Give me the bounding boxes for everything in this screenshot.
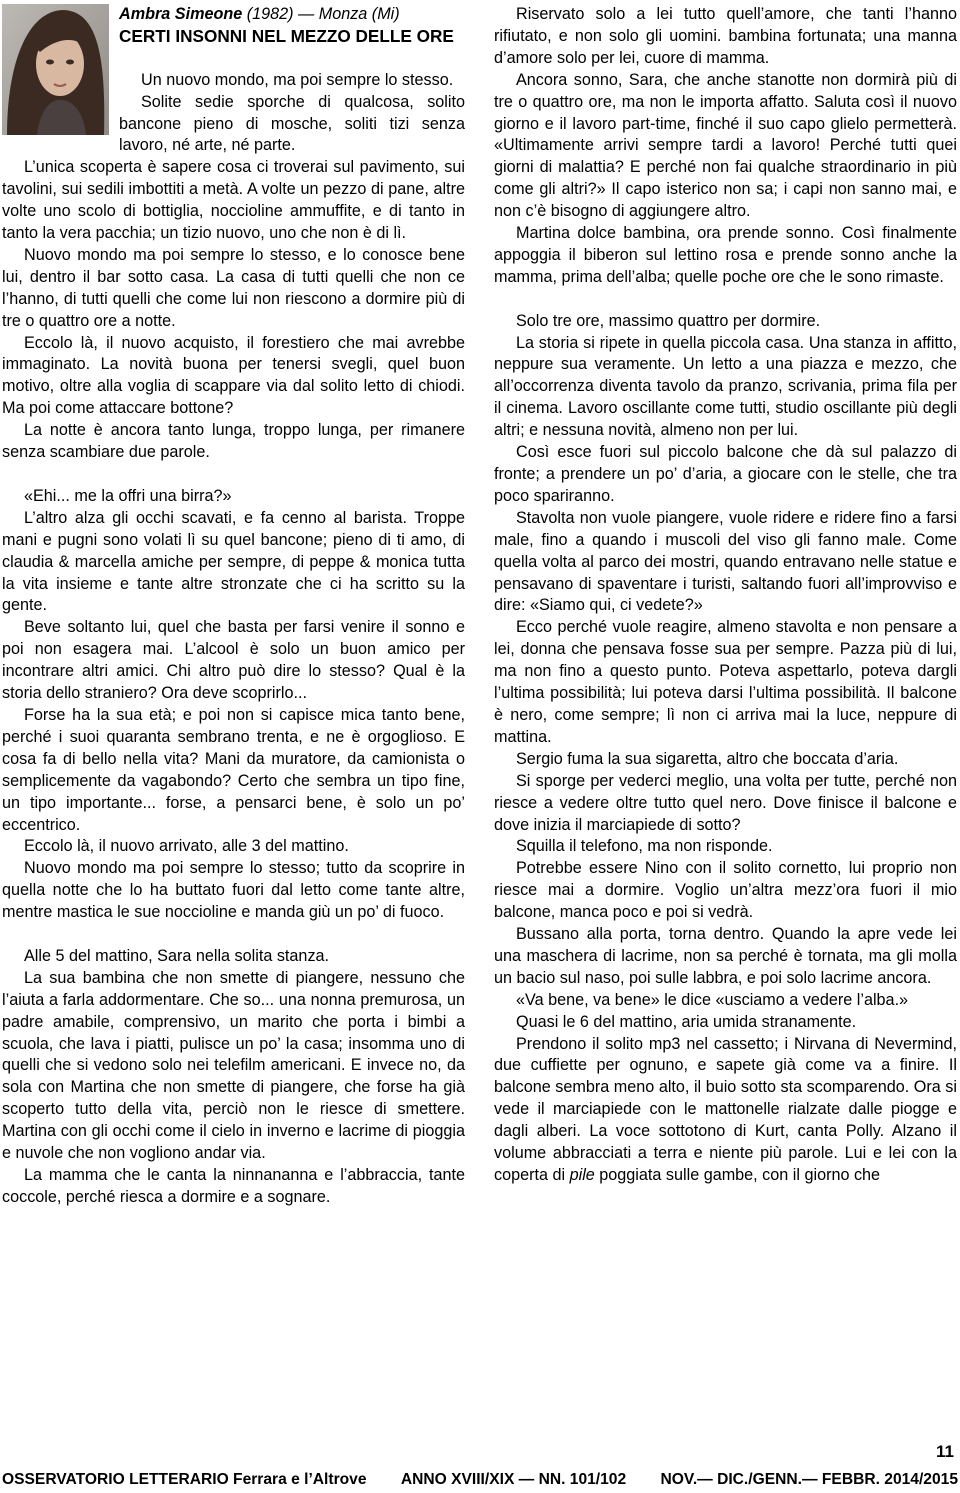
page-number: 11 xyxy=(936,1442,954,1461)
author-photo xyxy=(2,4,109,135)
paragraph: La notte è ancora tanto lunga, troppo lunga, per rimanere senza scambiare due parole. xyxy=(2,421,465,462)
italic-word: pile xyxy=(569,1166,595,1185)
footer-magazine: OSSERVATORIO LETTERARIO Ferrara e l’Altrove xyxy=(2,1471,367,1488)
paragraph: Alle 5 del mattino, Sara nella solita stanza. xyxy=(24,946,330,965)
paragraph: «Ehi... me la offri una birra?» xyxy=(24,486,232,505)
footer-date: NOV.— DIC./GENN.— FEBBR. 2014/2015 xyxy=(660,1471,958,1488)
paragraph: La sua bambina che non smette di piangere, nessuno che l’aiuta a farla addormentare. Che so... una nonna premurosa, un padre amabile, comprensivo, un marito che porta i bimbi a scuola, che lava i piatti, pulisce un po’ la casa; insomma uno di quelli che si vedono solo nei telefilm americani. E invece no, da sola con Martina che non smette di piangere, che forse ha già scoperto tutto della vita, perciò non le riesce di smettere. Martina con gli occhi come il cielo in inverno e lacrime di pioggia e nuvole che non vogliono andar via. xyxy=(2,968,465,1163)
paragraph: L’unica scoperta è sapere cosa ci troverai sul pavimento, sui tavolini, sui sedili imbottiti a metà. A volte un pezzo di pane, altre volte uno scolo di bottiglia, noccioline ammuffite, e di tanto in tanto la vera pacchia; un tizio nuovo, uno che non è di lì. xyxy=(2,158,465,243)
footer xyxy=(2,1470,958,1490)
paragraph-tail: poggiata sulle gambe, con il giorno che xyxy=(594,1166,881,1185)
author-name: Ambra Simeone xyxy=(119,5,243,23)
paragraph: Si sporge per vederci meglio, una volta per tutte, perché non riesce a vedere oltre tutto quel nero. Dove finisce il balcone e dove inizia il marciapiede di sotto? xyxy=(494,771,957,834)
paragraph: Potrebbe essere Nino con il solito cornetto, lui proprio non riesce mai a dormire. Voglio un’altra mezz’ora fuori il mio balcone, manca poco e poi si vedrà. xyxy=(494,859,957,922)
paragraph: Martina dolce bambina, ora prende sonno. Così finalmente appoggia il biberon sul lettino rosa e prende sonno anche la mamma, prima dell’alba; quelle poche ore che le sono rimaste. xyxy=(494,224,957,286)
paragraph: Così esce fuori sul piccolo balcone che dà sul palazzo di fronte; a prendere un po’ d’aria, a giocare con le stelle, che tra poco spariranno. xyxy=(494,443,957,505)
paragraph: Nuovo mondo ma poi sempre lo stesso; tutto da scoprire in quella notte che lo ha buttato fuori dal letto come tante altre, mentre mastica le sue noccioline e manda giù un po’ di fuoco. xyxy=(2,859,465,922)
paragraph: Quasi le 6 del mattino, aria umida stranamente. xyxy=(516,1012,857,1031)
story-title: CERTI INSONNI NEL MEZZO DELLE ORE xyxy=(119,25,454,46)
paragraph: La storia si ripete in quella piccola casa. Una stanza in affitto, neppure sua veramente. Un letto a una piazza e mezzo, che all’occorrenza diventa tavolo da pranzo, scrivania, prima fila per il cinema. Lavoro oscillante come tutti, studio oscillante più degli altri; e nessuna novità, almeno non per lui. xyxy=(494,333,957,440)
paragraph: L’altro alza gli occhi scavati, e fa cenno al barista. Troppe mani e pugni sono volati lì su quel bancone; pieno di ti amo, di claudia & marcella amiche per sempre, di peppe & monica tutta la vita insieme e tante altre stronzate che ci ha scritto su la gente. xyxy=(2,508,465,615)
footer-issue: ANNO XVIII/XIX — NN. 101/102 xyxy=(400,1471,627,1488)
right-column xyxy=(494,4,957,1187)
paragraph: Un nuovo mondo, ma poi sempre lo stesso. xyxy=(141,70,454,89)
paragraph-last xyxy=(494,1034,957,1187)
author-info: (1982) — Monza (Mi) xyxy=(246,5,400,23)
paragraph: Beve soltanto lui, quel che basta per farsi venire il sonno e poi non esagera mai. L’alcool è solo un buon amico per incontrare altri amici. Chi altro può dire lo stesso? Qual è la storia dello straniero? Ora deve scoprirlo... xyxy=(2,618,465,703)
paragraph: Forse ha la sua età; e poi non si capisce mica tanto bene, perché i suoi quaranta sembrano trenta, e ne è orgoglioso. E cosa fa di bello nella vita? Mani da muratore, da camionista o semplicemente da vagabondo? Certo che sembra un tipo fine, un tipo importante... forse, a pensarci bene, è solo un po’ eccentrico. xyxy=(2,705,465,834)
paragraph: Ancora sonno, Sara, che anche stanotte non dormirà più di tre o quattro ore, ma non le importa affatto. Saluta così il nuovo giorno e il lavoro part-time, finché il suo capo glielo permetterà. «Ultimamente arrivi sempre tardi a lavoro! Perché tutti quei giorni di malattia? E perché non fai qualche straordinario in più come gli altri?» Il capo isterico non sa; i capi non sanno mai, e non c’è bisogno di aggiungere altro. xyxy=(494,70,957,221)
left-column xyxy=(2,4,465,1209)
paragraph: Solite sedie sporche di qualcosa, solito bancone pieno di mosche, soliti tizi senza lavoro, né arte, né parte. xyxy=(119,92,465,155)
paragraph: Squilla il telefono, ma non risponde. xyxy=(516,837,773,856)
paragraph: Riservato solo a lei tutto quell’amore, che tanti l’hanno rifiutato, e non solo gli uomini. bambina fortunata; una manna d’amore solo per lei, cuore di mamma. xyxy=(494,5,957,67)
paragraph: «Va bene, va bene» le dice «usciamo a vedere l’alba.» xyxy=(516,990,909,1009)
paragraph: Solo tre ore, massimo quattro per dormire. xyxy=(516,311,821,330)
paragraph: Eccolo là, il nuovo arrivato, alle 3 del mattino. xyxy=(24,837,349,856)
paragraph: Eccolo là, il nuovo acquisto, il forestiero che mai avrebbe immaginato. La novità buona per tenersi svegli, quel buon motivo, oltre alla voglia di scappare via dal solito letto di chiodi. Ma poi come attaccare bottone? xyxy=(2,333,465,418)
paragraph: Bussano alla porta, torna dentro. Quando la apre vede lei una maschera di lacrime, non sa perché è tornata, ma gli molla un bacio sul naso, poi sulle labbra, e poi solo lacrime ancora. xyxy=(494,925,957,987)
paragraph: Nuovo mondo ma poi sempre lo stesso, e lo conosce bene lui, dentro il bar sotto casa. La casa di tutti quelli che non ce l’hanno, di tutti quelli che come lui non riescono a dormire più di tre o quattro ore a notte. xyxy=(2,245,465,330)
paragraph-text: Prendono il solito mp3 nel cassetto; i Nirvana di Nevermind, due cuffiette per ognuno, e sapete già come va a finire. Il balcone sembra meno alto, il buio sotto sta scomparendo. Ora si vede il marciapiede con le mattonelle rialzate dalle piogge e dagli alberi. La voce sottotono di Kurt, canta Polly. Alzano il volume abbracciati a terra e niente più parole. Lui e lei con la coperta di xyxy=(494,1034,957,1185)
paragraph: Sergio fuma la sua sigaretta, altro che boccata d’aria. xyxy=(516,749,899,768)
paragraph: La mamma che le canta la ninnananna e l’abbraccia, tante coccole, perché riesca a dormire e a sognare. xyxy=(2,1165,465,1206)
paragraph: Ecco perché vuole reagire, almeno stavolta e non pensare a lei, donna che pensava fosse sua per sempre. Pazza più di lui, ma non fino a questo punto. Poteva aspettarlo, poteva dargli l’ultima possibilità; lui poteva darsi l’ultima possibilità. Il balcone è nero, come sempre; lì non ci arriva mai la luce, neppure di mattina. xyxy=(494,618,957,746)
paragraph: Stavolta non vuole piangere, vuole ridere e ridere fino a farsi male, fino a quando i muscoli del viso gli fanno male. Come quella volta al parco dei mostri, quando entravano nelle statue e pensavano di spaventare i turisti, saltando fuori all’improvviso e dire: «Siamo qui, ci vedete?» xyxy=(494,508,957,615)
